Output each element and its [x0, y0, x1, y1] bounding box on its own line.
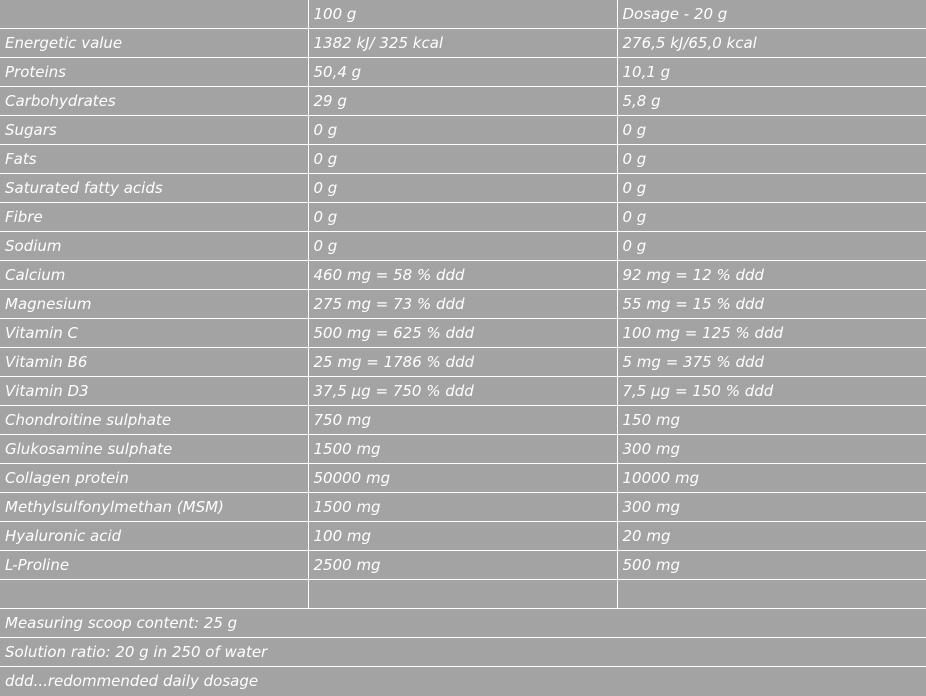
nutrient-name-cell: Carbohydrates: [0, 87, 308, 116]
table-row: [0, 174, 926, 203]
per-100g-value-cell: 0 g: [308, 145, 617, 174]
per-100g-value-cell: 0 g: [308, 116, 617, 145]
table-row: [0, 580, 926, 609]
per-100g-value-cell: 0 g: [308, 203, 617, 232]
nutrient-name-cell: [0, 580, 308, 609]
nutrient-name-cell: Sodium: [0, 232, 308, 261]
dosage-value-cell: [617, 580, 926, 609]
dosage-value-cell: 0 g: [617, 174, 926, 203]
footnote-row: [0, 638, 926, 667]
table-row: [0, 319, 926, 348]
table-row: [0, 261, 926, 290]
nutrient-name-cell: Vitamin B6: [0, 348, 308, 377]
dosage-value-cell: 5 mg = 375 % ddd: [617, 348, 926, 377]
footnote-cell: Measuring scoop content: 25 g: [0, 609, 926, 638]
nutrient-name-cell: Sugars: [0, 116, 308, 145]
dosage-value-cell: 7,5 µg = 150 % ddd: [617, 377, 926, 406]
dosage-value-cell: 92 mg = 12 % ddd: [617, 261, 926, 290]
dosage-value-cell: 150 mg: [617, 406, 926, 435]
header-dosage-cell: Dosage - 20 g: [617, 0, 926, 29]
nutrient-name-cell: Calcium: [0, 261, 308, 290]
nutrient-name-cell: Saturated fatty acids: [0, 174, 308, 203]
table-row: [0, 58, 926, 87]
per-100g-value-cell: 1500 mg: [308, 435, 617, 464]
nutrient-name-cell: Vitamin D3: [0, 377, 308, 406]
table-row: [0, 232, 926, 261]
per-100g-value-cell: [308, 580, 617, 609]
nutrient-name-cell: Chondroitine sulphate: [0, 406, 308, 435]
per-100g-value-cell: 25 mg = 1786 % ddd: [308, 348, 617, 377]
table-row: [0, 493, 926, 522]
dosage-value-cell: 0 g: [617, 232, 926, 261]
nutrient-name-cell: Fibre: [0, 203, 308, 232]
nutrient-name-cell: Methylsulfonylmethan (MSM): [0, 493, 308, 522]
nutrient-name-cell: L-Proline: [0, 551, 308, 580]
nutrient-name-cell: Energetic value: [0, 29, 308, 58]
footnote-cell: ddd...redommended daily dosage: [0, 667, 926, 696]
header-per-100g-cell: 100 g: [308, 0, 617, 29]
nutrient-name-cell: Magnesium: [0, 290, 308, 319]
nutrient-name-cell: Glukosamine sulphate: [0, 435, 308, 464]
footnote-row: [0, 609, 926, 638]
footnote-row: [0, 667, 926, 696]
per-100g-value-cell: 460 mg = 58 % ddd: [308, 261, 617, 290]
nutrient-name-cell: Proteins: [0, 58, 308, 87]
dosage-value-cell: 0 g: [617, 203, 926, 232]
dosage-value-cell: 100 mg = 125 % ddd: [617, 319, 926, 348]
table-row: [0, 464, 926, 493]
dosage-value-cell: 300 mg: [617, 493, 926, 522]
header-label-cell: [0, 0, 308, 29]
per-100g-value-cell: 750 mg: [308, 406, 617, 435]
nutrient-name-cell: Fats: [0, 145, 308, 174]
table-row: [0, 406, 926, 435]
per-100g-value-cell: 37,5 µg = 750 % ddd: [308, 377, 617, 406]
table-row: [0, 435, 926, 464]
dosage-value-cell: 276,5 kJ/65,0 kcal: [617, 29, 926, 58]
table-row: [0, 522, 926, 551]
per-100g-value-cell: 29 g: [308, 87, 617, 116]
table-header-row: [0, 0, 926, 29]
table-row: [0, 203, 926, 232]
table-row: [0, 29, 926, 58]
per-100g-value-cell: 1500 mg: [308, 493, 617, 522]
dosage-value-cell: 10000 mg: [617, 464, 926, 493]
dosage-value-cell: 0 g: [617, 116, 926, 145]
table-row: [0, 290, 926, 319]
dosage-value-cell: 0 g: [617, 145, 926, 174]
per-100g-value-cell: 0 g: [308, 174, 617, 203]
nutrient-name-cell: Vitamin C: [0, 319, 308, 348]
per-100g-value-cell: 500 mg = 625 % ddd: [308, 319, 617, 348]
per-100g-value-cell: 275 mg = 73 % ddd: [308, 290, 617, 319]
per-100g-value-cell: 1382 kJ/ 325 kcal: [308, 29, 617, 58]
per-100g-value-cell: 50,4 g: [308, 58, 617, 87]
dosage-value-cell: 55 mg = 15 % ddd: [617, 290, 926, 319]
table-row: [0, 551, 926, 580]
nutrient-name-cell: Hyaluronic acid: [0, 522, 308, 551]
dosage-value-cell: 300 mg: [617, 435, 926, 464]
table-row: [0, 145, 926, 174]
table-row: [0, 87, 926, 116]
per-100g-value-cell: 100 mg: [308, 522, 617, 551]
per-100g-value-cell: 50000 mg: [308, 464, 617, 493]
per-100g-value-cell: 0 g: [308, 232, 617, 261]
dosage-value-cell: 10,1 g: [617, 58, 926, 87]
footnote-cell: Solution ratio: 20 g in 250 of water: [0, 638, 926, 667]
dosage-value-cell: 500 mg: [617, 551, 926, 580]
table-row: [0, 348, 926, 377]
nutrient-name-cell: Collagen protein: [0, 464, 308, 493]
table-row: [0, 116, 926, 145]
dosage-value-cell: 20 mg: [617, 522, 926, 551]
table-row: [0, 377, 926, 406]
dosage-value-cell: 5,8 g: [617, 87, 926, 116]
per-100g-value-cell: 2500 mg: [308, 551, 617, 580]
